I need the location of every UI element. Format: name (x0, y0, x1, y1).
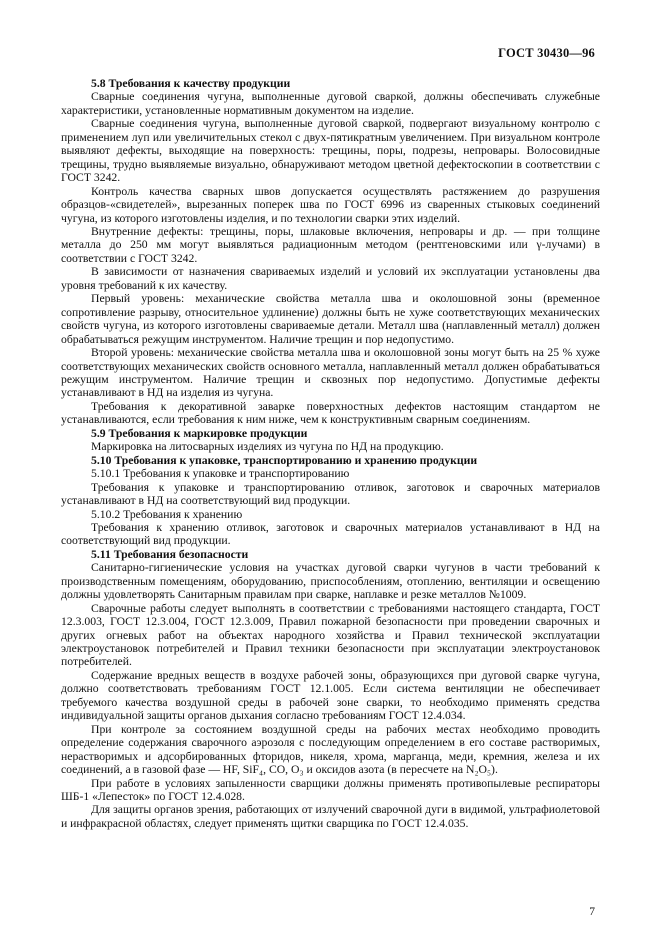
body-paragraph: Внутренние дефекты: трещины, поры, шлаковые включения, непровары и др. — при толщине металла до 250 мм могут выявляться радиационным методом (рентгеновскими или γ-лучами) в соответствии с ГОСТ 3242. (61, 224, 600, 265)
doc-number-header: ГОСТ 30430—96 (498, 46, 595, 60)
body-paragraph: В зависимости от назначения свариваемых изделий и условий их эксплуатации установлены два уровня требований к их качеству. (61, 265, 600, 292)
page-number: 7 (589, 906, 595, 918)
body-paragraph: Первый уровень: механические свойства металла шва и околошовной зоны (временное сопротивление разрыву, относительное удлинение) должны быть не хуже соответствующих механических свойств чугуна, из которого изготовлены свариваемые детали. Металл шва (наплавленный металл) должен обрабатываться режущим инструментом. Наличие трещин и пор недопустимо. (61, 292, 600, 346)
body-paragraph: Сварные соединения чугуна, выполненные дуговой сваркой, подвергают визуальному контролю с применением луп или увеличительных стекол с двух-пятикратным увеличением. При визуальном контроле выявляют дефекты, выходящие на поверхность: трещины, поры, подрезы, непровары. Волосовидные трещины, трудно выявляемые визуально, обнаруживают методом цветной дефектоскопии в соответствии с ГОСТ 3242. (61, 117, 600, 185)
body-paragraph: При работе в условиях запыленности сварщики должны применять противопылевые респираторы ШБ-1 «Лепесток» по ГОСТ 12.4.028. (61, 776, 600, 804)
section-heading: 5.9 Требования к маркировке продукции (91, 426, 308, 440)
body-paragraph: Контроль качества сварных швов допускается осуществлять растяжением до разрушения образцов-«свидетелей», вырезанных поперек шва по ГОСТ 6996 из сваренных стыковых соединений чугуна, из которого изготовлены изделия, и по технологии сварки этих изделий. (61, 184, 600, 225)
body-paragraph: Сварные соединения чугуна, выполненные дуговой сваркой, должны обеспечивать служебные характеристики, установленные нормативным документом на изделие. (61, 90, 600, 117)
section-heading: 5.11 Требования безопасности (91, 547, 249, 561)
section-heading: 5.8 Требования к качеству продукции (91, 77, 291, 90)
body-paragraph: Содержание вредных веществ в воздухе рабочей зоны, образующихся при дуговой сварке чугуна, должно соответствовать требованиям ГОСТ 12.1.005. Если система вентиляции не обеспечивает требуемого качества воздушной среды в рабочей зоне сварки, то необходимо применять средства индивидуальной защиты органов дыхания согласно требованиям ГОСТ 12.4.034. (61, 668, 600, 723)
body-paragraph: 5.10.2 Требования к хранению (91, 507, 243, 521)
body-paragraph: Сварочные работы следует выполнять в соответствии с требованиями настоящего стандарта, ГОСТ 12.3.003, ГОСТ 12.3.004, ГОСТ 12.3.009, Правил пожарной безопасности при проведении сварочных и других огневых работ на объектах народного хозяйства и Правил технической эксплуатации электроустановок потребителей и Правил техники безопасности при эксплуатации электроустановок потребителей. (61, 601, 600, 669)
body-paragraph: Требования к хранению отливок, заготовок и сварочных материалов устанавливают в НД на соответствующий вид продукции. (61, 520, 600, 548)
section-heading: 5.10 Требования к упаковке, транспортированию и хранению продукции (91, 453, 478, 467)
body-paragraph: Для защиты органов зрения, работающих от излучений сварочной дуги в видимой, ультрафиолетовой и инфракрасной областях, следует применять щитки сварщика по ГОСТ 12.4.035. (61, 803, 600, 830)
body-paragraph: При контроле за состоянием воздушной среды на рабочих местах необходимо проводить определение содержания сварочного аэрозоля с последующим определением в его составе растворимых, нерастворимых и адсорбированных фторидов, никеля, хрома, марганца, меди, кремния, железа и их соединений, а в газовой фазе — HF, SiF₄, CO, O₃ и оксидов азота (в пересчете на N₂O₅). (61, 722, 600, 777)
body-paragraph: Санитарно-гигиенические условия на участках дуговой сварки чугунов в части требований к производственным помещениям, оборудованию, приспособлениям, отоплению, вентиляции и освещению должны удовлетворять Санитарным правилам при сварке, наплавке и резке металлов №1009. (61, 561, 600, 602)
body-paragraph: Маркировка на литосварных изделиях из чугуна по НД на продукцию. (91, 440, 444, 454)
body-paragraph: 5.10.1 Требования к упаковке и транспортированию (91, 467, 350, 481)
body-paragraph: Второй уровень: механические свойства металла шва и околошовной зоны могут быть на 25 % хуже соответствующих механических свойств основного металла, наплавленный металл должен обрабатываться режущим инструментом. Наличие трещин и сквозных пор недопустимо. Допустимые дефекты устанавливают в НД на изделия из чугуна. (61, 346, 600, 400)
body-paragraph: Требования к декоративной заварке поверхностных дефектов настоящим стандартом не устанавливаются, если требования к ним ниже, чем к конструктивным сварным соединениям. (61, 399, 600, 427)
document-body (61, 77, 600, 830)
body-paragraph: Требования к упаковке и транспортированию отливок, заготовок и сварочных материалов устанавливают в НД на соответствующий вид продукции. (61, 480, 600, 508)
